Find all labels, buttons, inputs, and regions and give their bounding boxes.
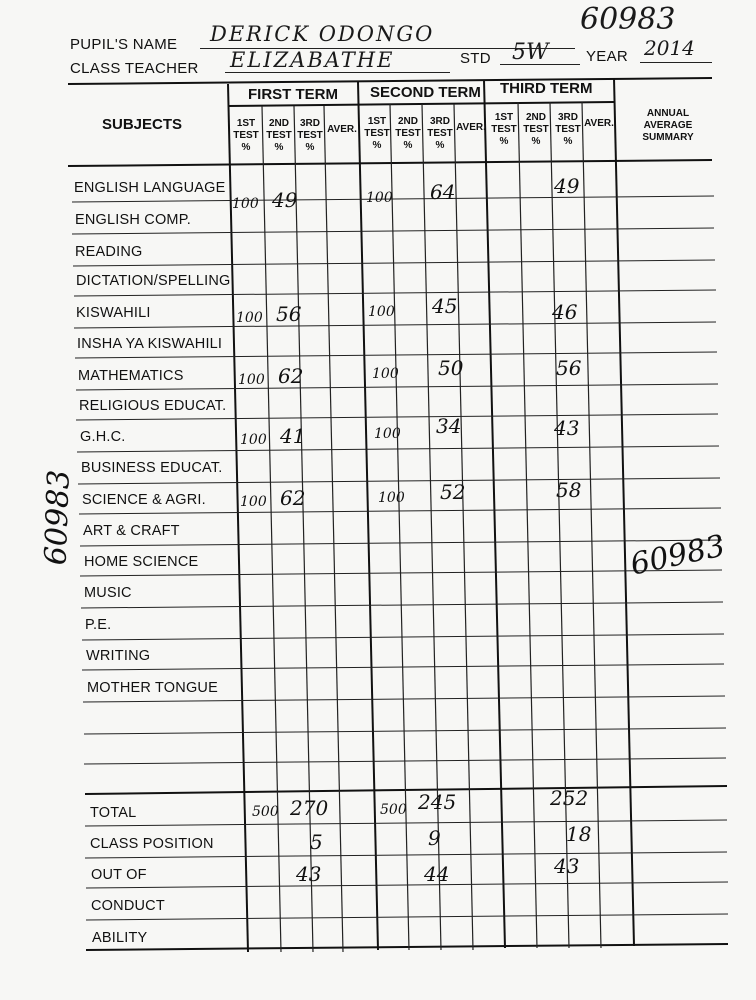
row-out-of: OUT OF xyxy=(91,867,147,883)
total-t3-score: 252 xyxy=(550,786,589,810)
subject-art: ART & CRAFT xyxy=(83,523,180,539)
science-t1-out-of: 100 xyxy=(240,494,267,510)
third-term-2nd-test-header: 2ND TEST % xyxy=(523,112,549,147)
position-t2: 9 xyxy=(428,826,441,850)
position-t3: 18 xyxy=(566,822,592,846)
serial-number: 60983 xyxy=(580,2,676,37)
subject-music: MUSIC xyxy=(84,585,132,601)
english-t1-out-of: 100 xyxy=(232,196,259,212)
second-term-aver-header: AVER. xyxy=(456,122,486,133)
science-t3-score: 58 xyxy=(556,478,582,502)
science-t1-score: 62 xyxy=(280,486,306,510)
science-t2-score: 52 xyxy=(440,480,466,504)
row-total: TOTAL xyxy=(90,805,137,821)
subject-dictation: DICTATION/SPELLING xyxy=(76,273,231,289)
first-term-1st-test-header: 1ST TEST % xyxy=(233,118,259,153)
kiswahili-t3-score: 46 xyxy=(552,300,578,324)
mathematics-t1-score: 62 xyxy=(278,364,304,388)
mathematics-t2-score: 50 xyxy=(438,356,464,380)
subject-science: SCIENCE & AGRI. xyxy=(82,492,206,508)
third-term-3rd-test-header: 3RD TEST % xyxy=(555,112,581,147)
subject-reading: READING xyxy=(75,244,143,260)
subject-english-comp: ENGLISH COMP. xyxy=(75,212,191,228)
side-serial-stamp: 60983 xyxy=(38,469,77,566)
first-term-3rd-test-header: 3RD TEST % xyxy=(297,118,323,153)
total-t2-score: 245 xyxy=(418,790,457,814)
second-term-3rd-test-header: 3RD TEST % xyxy=(427,116,453,151)
out-of-t1: 43 xyxy=(296,862,322,886)
subject-religious: RELIGIOUS EDUCAT. xyxy=(79,398,227,414)
subject-mother-tongue: MOTHER TONGUE xyxy=(87,680,218,696)
ghc-t3-score: 43 xyxy=(554,416,580,440)
year-label: YEAR xyxy=(586,48,629,65)
ghc-t2-out-of: 100 xyxy=(374,426,401,442)
subject-kiswahili: KISWAHILI xyxy=(76,305,151,321)
first-term-aver-header: AVER. xyxy=(327,124,357,135)
out-of-t3: 43 xyxy=(554,854,580,878)
ghc-t2-score: 34 xyxy=(436,414,462,438)
subject-mathematics: MATHEMATICS xyxy=(78,368,184,384)
row-conduct: CONDUCT xyxy=(91,898,165,914)
subjects-header: SUBJECTS xyxy=(102,116,183,133)
ghc-t1-score: 41 xyxy=(280,424,306,448)
class-teacher-value: ELIZABATHE xyxy=(230,48,395,72)
out-of-t2: 44 xyxy=(424,862,450,886)
year-value: 2014 xyxy=(644,36,695,60)
english-t1-score: 49 xyxy=(272,188,298,212)
third-term-aver-header: AVER. xyxy=(584,118,614,129)
annual-average-header: ANNUAL AVERAGE SUMMARY xyxy=(642,108,694,143)
subject-business: BUSINESS EDUCAT. xyxy=(81,460,223,476)
total-t2-out-of: 500 xyxy=(380,802,407,818)
total-t1-score: 270 xyxy=(290,796,329,820)
position-t1: 5 xyxy=(310,830,323,854)
first-term-2nd-test-header: 2ND TEST % xyxy=(266,118,292,153)
english-t2-score: 64 xyxy=(430,180,456,204)
mathematics-t3-score: 56 xyxy=(556,356,582,380)
subject-writing: WRITING xyxy=(86,648,151,664)
pupil-name-value: DERICK ODONGO xyxy=(210,22,435,46)
third-term-header: THIRD TERM xyxy=(500,80,593,97)
row-class-position: CLASS POSITION xyxy=(90,836,214,852)
subject-ghc: G.H.C. xyxy=(80,429,126,445)
first-term-header: FIRST TERM xyxy=(248,86,338,103)
subject-english-language: ENGLISH LANGUAGE xyxy=(74,180,226,196)
total-t1-out-of: 500 xyxy=(252,804,279,820)
kiswahili-t2-score: 45 xyxy=(432,294,458,318)
row-ability: ABILITY xyxy=(92,930,148,946)
english-t2-out-of: 100 xyxy=(366,190,393,206)
second-term-1st-test-header: 1ST TEST % xyxy=(364,116,390,151)
subject-insha: INSHA YA KISWAHILI xyxy=(77,336,223,352)
kiswahili-t1-out-of: 100 xyxy=(236,310,263,326)
subject-home-science: HOME SCIENCE xyxy=(84,554,199,570)
second-term-header: SECOND TERM xyxy=(370,84,481,101)
pupil-name-label: PUPIL'S NAME xyxy=(70,36,178,53)
science-t2-out-of: 100 xyxy=(378,490,405,506)
english-t3-score: 49 xyxy=(554,174,580,198)
second-term-2nd-test-header: 2ND TEST % xyxy=(395,116,421,151)
annual-serial-stamp: 60983 xyxy=(627,528,729,583)
kiswahili-t1-score: 56 xyxy=(276,302,302,326)
subject-pe: P.E. xyxy=(85,617,112,633)
kiswahili-t2-out-of: 100 xyxy=(368,304,395,320)
ghc-t1-out-of: 100 xyxy=(240,432,267,448)
std-value: 5W xyxy=(512,40,549,65)
mathematics-t2-out-of: 100 xyxy=(372,366,399,382)
mathematics-t1-out-of: 100 xyxy=(238,372,265,388)
class-teacher-label: CLASS TEACHER xyxy=(70,60,199,77)
third-term-1st-test-header: 1ST TEST % xyxy=(491,112,517,147)
std-label: STD xyxy=(460,50,491,67)
